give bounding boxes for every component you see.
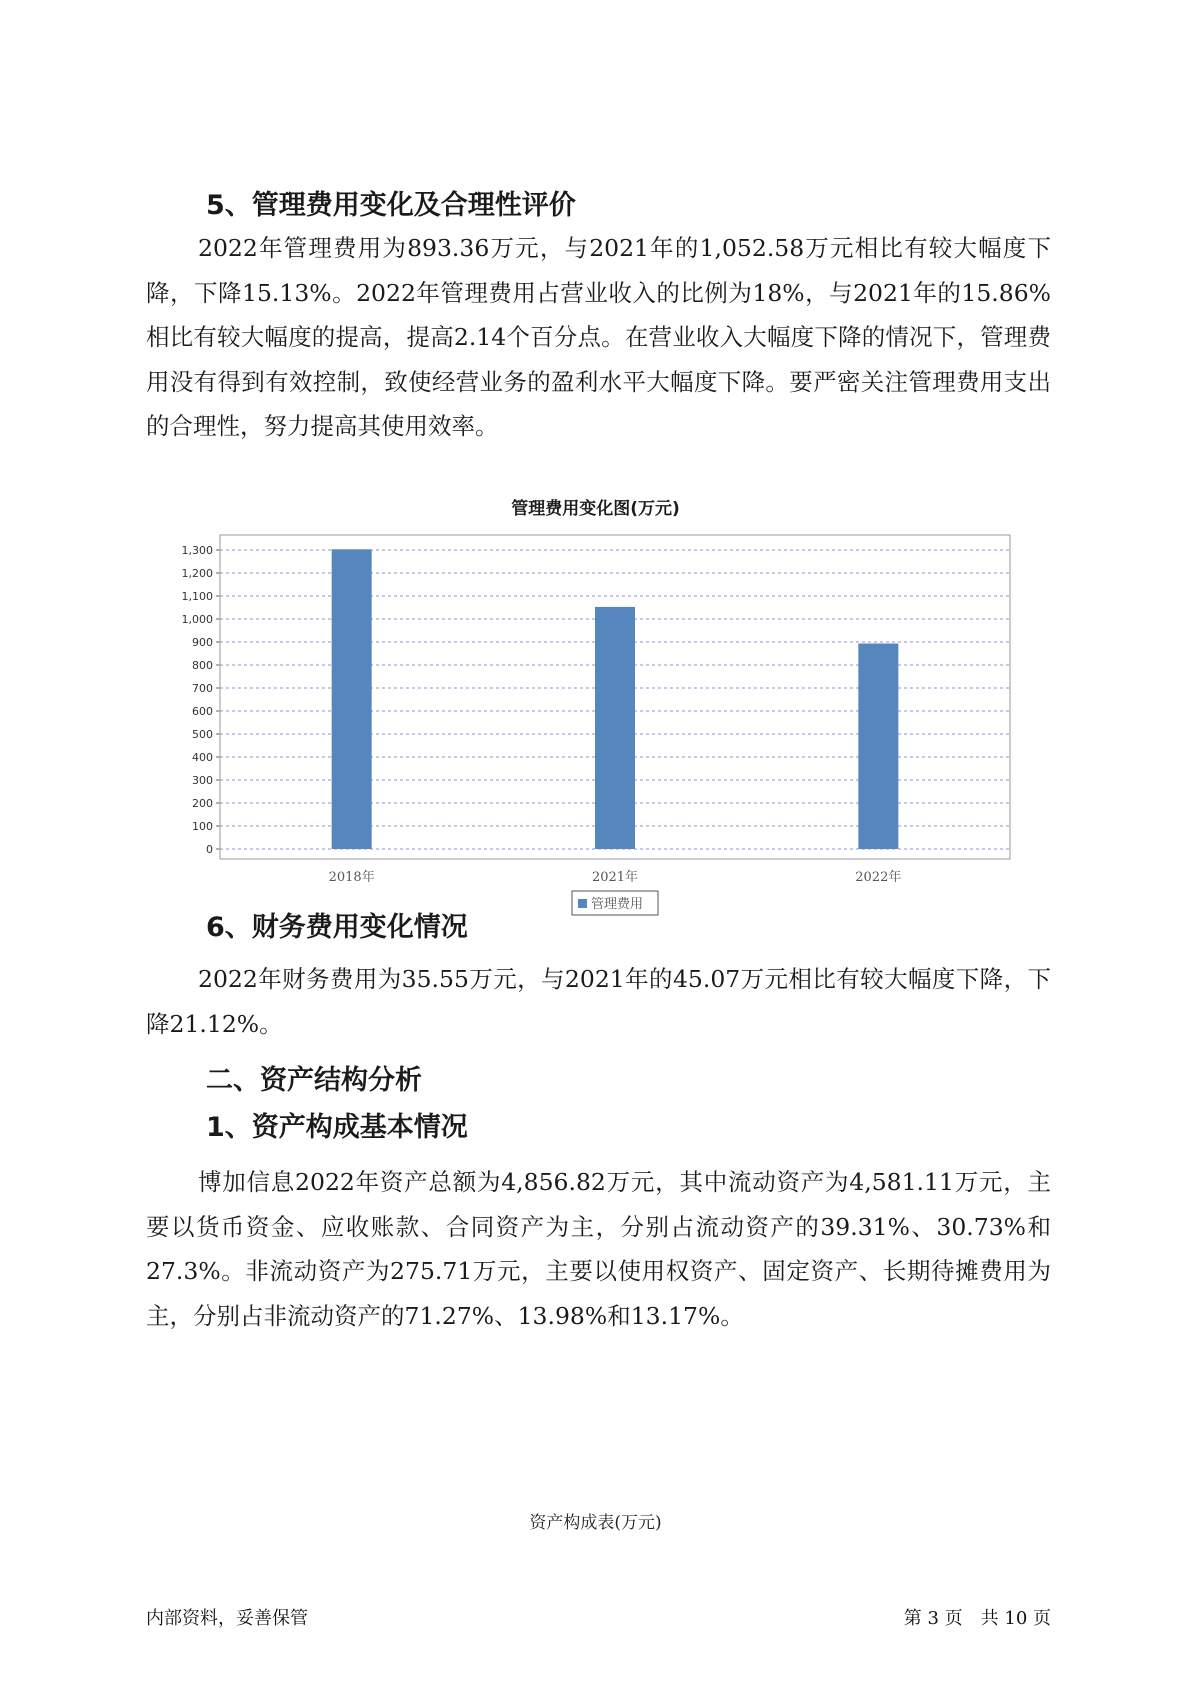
finance-expenses-paragraph: 2022年财务费用为35.55万元，与2021年的45.07万元相比有较大幅度下降，下降21.12%。 <box>146 965 1051 1038</box>
y-tick-label: 800 <box>192 659 213 672</box>
y-tick-label: 500 <box>192 728 213 741</box>
management-expenses-paragraph: 2022年管理费用为893.36万元，与2021年的1,052.58万元相比有较大幅度下降，下降15.13%。2022年管理费用占营业收入的比例为18%，与2021年的15.86%相比有较大幅度的提高，提高2.14个百分点。在营业收入大幅度下降的情况下，管理费用没有得到有效控制，致使经营业务的盈利水平大幅度下降。要严密关注管理费用支出的合理性，努力提高其使用效率。 <box>146 234 1051 440</box>
y-tick-label: 400 <box>192 751 213 764</box>
y-tick-label: 600 <box>192 705 213 718</box>
legend-swatch <box>578 899 587 908</box>
table-caption: 资产构成表(万元) <box>529 1513 662 1533</box>
bar-3 <box>858 644 898 849</box>
y-tick-label: 100 <box>192 820 213 833</box>
x-tick-label: 2022年 <box>855 870 902 885</box>
section-heading-management-expenses: 5、管理费用变化及合理性评价 <box>206 190 576 221</box>
section-heading-asset-composition: 1、资产构成基本情况 <box>206 1112 468 1143</box>
section-heading-asset-structure: 二、资产结构分析 <box>206 1065 422 1096</box>
chart-x-ticks <box>329 869 902 885</box>
bar-2 <box>595 607 635 849</box>
footer-page-number: 第 3 页 共 10 页 <box>903 1608 1051 1629</box>
y-tick-label: 700 <box>192 682 213 695</box>
x-tick-label: 2021年 <box>591 870 639 885</box>
y-tick-label: 0 <box>206 843 213 856</box>
x-tick-label: 2018年 <box>328 870 375 885</box>
chart-legend <box>572 891 658 915</box>
bar-1 <box>332 549 372 849</box>
section-heading-finance-expenses: 6、财务费用变化情况 <box>206 912 468 943</box>
footer-confidential-note: 内部资料，妥善保管 <box>146 1608 308 1629</box>
y-tick-label: 1,000 <box>181 613 213 626</box>
chart-y-ticks <box>182 544 221 856</box>
management-expenses-bar-chart <box>150 527 1020 947</box>
y-tick-label: 1,200 <box>181 567 213 580</box>
chart-bars <box>332 549 899 849</box>
y-tick-label: 1,300 <box>181 544 213 557</box>
y-tick-label: 900 <box>192 636 213 649</box>
asset-composition-paragraph: 博加信息2022年资产总额为4,856.82万元，其中流动资产为4,581.11万元，主要以货币资金、应收账款、合同资产为主，分别占流动资产的39.31%、30.73%和27.3%。非流动资产为275.71万元，主要以使用权资产、固定资产、长期待摊费用为主，分别占非流动资产的71.27%、13.98%和13.17%。 <box>146 1168 1051 1330</box>
y-tick-label: 1,100 <box>181 590 213 603</box>
y-tick-label: 200 <box>192 797 213 810</box>
legend-label: 管理费用 <box>591 897 644 912</box>
chart-title: 管理费用变化图(万元) <box>511 499 680 519</box>
y-tick-label: 300 <box>192 774 213 787</box>
